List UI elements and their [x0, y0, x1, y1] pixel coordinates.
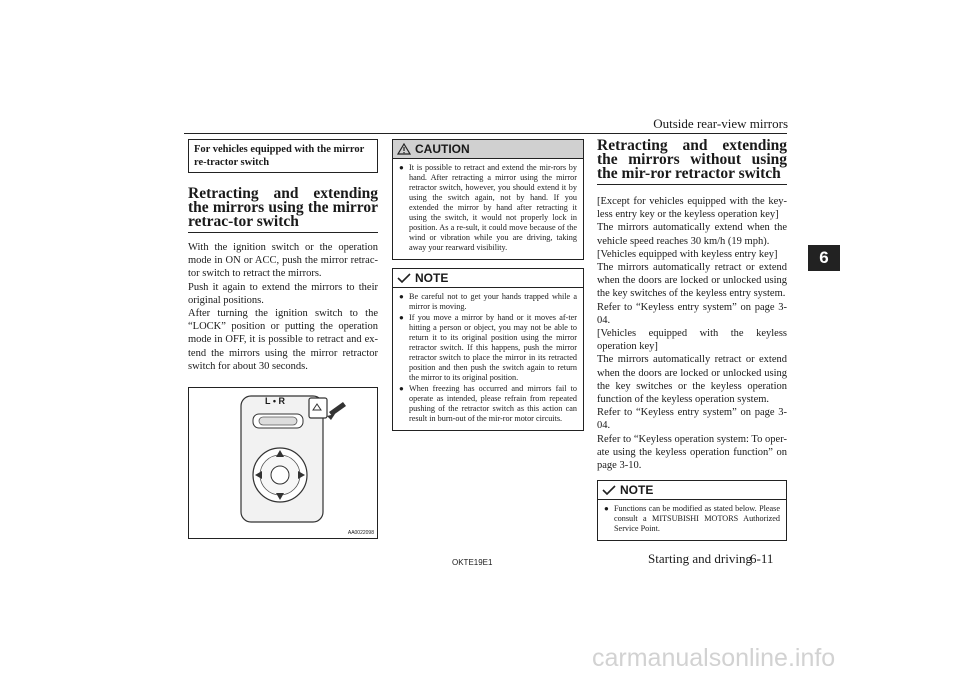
note-header: [393, 269, 583, 288]
paragraph: [Except for vehicles equipped with the key-less entry key or the keyless operation key]: [597, 196, 787, 221]
page-number: 6-11: [750, 551, 774, 566]
caution-item: ● It is possible to retract and extend the mir-rors by hand. After retracting a mirror using the mirror retractor switch, however, you should extend it by using the switch again, not by hand. If you extended the mirror by hand after retracting it using the switch, it would not properly lock in position. As a re-sult, it could move because of the wind or vibration while you are driving, taking away your rearward visibility.: [399, 163, 577, 252]
note-box: [597, 480, 787, 541]
document-code: OKTE19E1: [452, 558, 493, 567]
bullet-icon: ●: [399, 163, 404, 172]
note-title: NOTE: [620, 483, 654, 498]
paragraph: Push it again to extend the mirrors to their original positions.: [188, 281, 378, 306]
watermark: carmanualsonline.info: [592, 644, 836, 672]
note-checkmark-icon: [397, 273, 411, 283]
mirror-switch-illustration: [188, 387, 378, 539]
bullet-icon: ●: [604, 504, 609, 514]
paragraph: After turning the ignition switch to the “LOCK” position or putting the operation mode in OFF, it is possible to retract and ex-tend the mirrors using the mirror retractor switch for about 30 seconds.: [188, 308, 378, 372]
column-left: [188, 139, 378, 539]
figure-caption: AA0022098: [347, 530, 374, 537]
note-box: [392, 268, 584, 431]
caution-box: [392, 139, 584, 260]
bullet-icon: ●: [399, 292, 404, 301]
paragraph: The mirrors automatically retract or extend when the doors are locked or unlocked using the key switches of the keyless entry system.: [597, 262, 787, 300]
column-middle: [392, 139, 584, 431]
mirror-switch-drawing: [189, 388, 377, 538]
paragraph: Refer to “Keyless entry system” on page 3-04.: [597, 407, 787, 432]
paragraph: The mirrors automatically extend when the vehicle speed reaches 30 km/h (19 mph).: [597, 222, 787, 247]
note-checkmark-icon: [602, 485, 616, 495]
page-header-title: Outside rear-view mirrors: [653, 116, 788, 131]
chapter-tab: 6: [808, 245, 840, 271]
note-item: ● Functions can be modified as stated below. Please consult a MITSUBISHI MOTORS Authorized Service Point.: [604, 504, 780, 534]
note-item: ● If you move a mirror by hand or it moves af-ter hitting a person or object, you may not be able to return it to its original position using the mirror retractor switch. If this happens, push the mirror retractor switch to place the mirror in its retracted position and then push the switch again to return the mirror to its original position.: [399, 313, 577, 382]
bullet-icon: ●: [399, 384, 404, 393]
caution-title: CAUTION: [415, 142, 470, 156]
section-heading: Retracting and extending the mirrors without using the mir-ror retractor switch: [597, 139, 787, 185]
column-right: [597, 139, 787, 541]
footer-section: Starting and driving: [648, 551, 752, 566]
caution-header: [393, 140, 583, 159]
switch-lr-label: L • R: [265, 396, 285, 407]
note-item: ● Be careful not to get your hands trapped while a mirror is moving.: [399, 292, 577, 311]
note-title: NOTE: [415, 271, 449, 285]
paragraph: Refer to “Keyless operation system: To oper-ate using the keyless operation function” on page 3-10.: [597, 433, 787, 472]
note-item: ● When freezing has occurred and mirrors fail to operate as intended, please refrain from repeated pushing of the retractor switch as this action can result in burn-out of the mir-ror motor circuits.: [399, 384, 577, 423]
paragraph: [Vehicles equipped with the keyless operation key]: [597, 328, 787, 353]
paragraph: [Vehicles equipped with keyless entry key]: [597, 248, 778, 260]
paragraph: With the ignition switch or the operation mode in ON or ACC, push the mirror retrac-tor switch to retract the mirrors.: [188, 242, 378, 280]
paragraph: Refer to “Keyless entry system” on page 3-04.: [597, 301, 787, 326]
paragraph: The mirrors automatically retract or extend when the doors are locked or unlocked using the key switches or the keyless operation function of the keyless operation system.: [597, 354, 787, 406]
bullet-icon: ●: [399, 313, 404, 322]
warning-triangle-icon: [397, 143, 411, 155]
section-heading: Retracting and extending the mirrors using the mirror retrac-tor switch: [188, 187, 378, 233]
note-header: [598, 481, 786, 500]
header-rule: [184, 133, 787, 134]
subheading-box: For vehicles equipped with the mirror re-tractor switch: [188, 139, 378, 173]
